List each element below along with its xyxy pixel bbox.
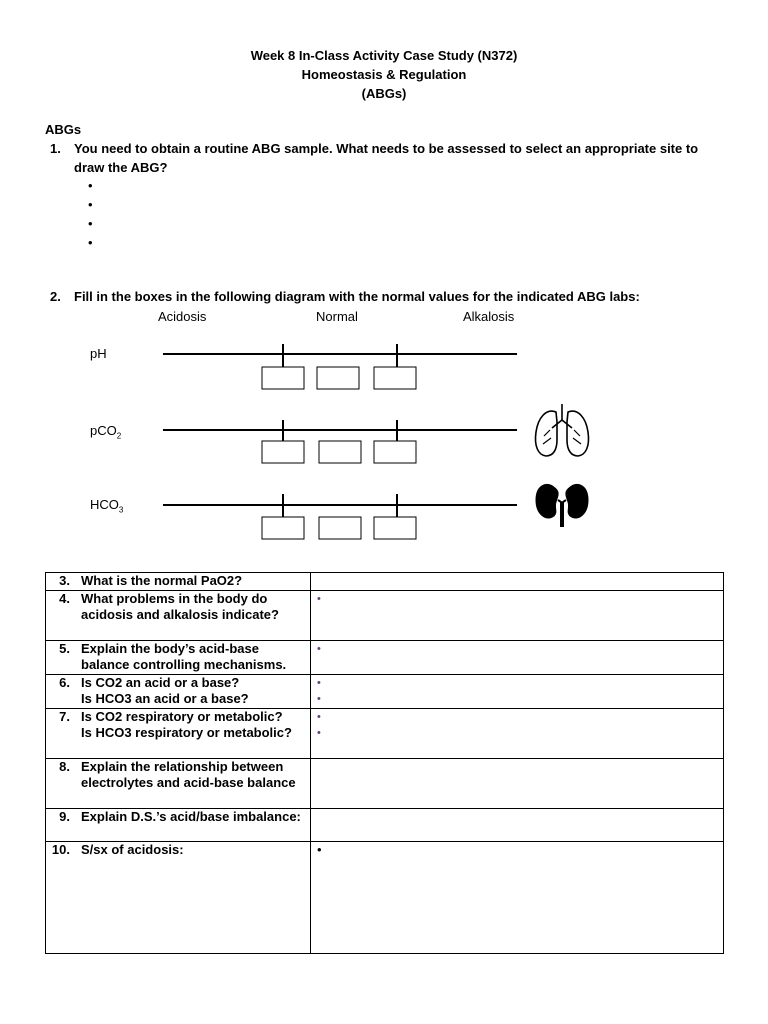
answer-cell[interactable] bbox=[311, 808, 724, 841]
ph-alkalosis-box[interactable] bbox=[374, 367, 416, 389]
question-text: Explain the body’s acid-base balance controlling mechanisms. bbox=[81, 640, 287, 672]
ph-scale bbox=[163, 344, 517, 367]
row-label-hco3: $HCO_3$ bbox=[90, 497, 124, 515]
answer-cell[interactable] bbox=[311, 573, 724, 591]
hco3-scale bbox=[163, 494, 517, 517]
question-text: S/sx of acidosis: bbox=[81, 841, 184, 857]
question-text: Is CO2 respiratory or metabolic? Is HCO3 respiratory or metabolic? bbox=[81, 708, 292, 740]
table-row bbox=[46, 590, 724, 640]
row-label-ph: pH bbox=[90, 346, 107, 361]
question-number: 9. bbox=[59, 808, 70, 824]
hco3-acidosis-box[interactable] bbox=[262, 517, 304, 539]
ph-acidosis-box[interactable] bbox=[262, 367, 304, 389]
question-text: You need to obtain a routine ABG sample. What needs to be assessed to select an appropriate site to draw the ABG? bbox=[74, 141, 699, 175]
answer-cell[interactable] bbox=[311, 590, 724, 640]
answer-cell[interactable] bbox=[311, 708, 724, 758]
question-number: 4. bbox=[59, 590, 70, 606]
kidneys-icon bbox=[536, 484, 588, 527]
pco2-acidosis-box[interactable] bbox=[262, 441, 304, 463]
doc-title: Week 8 In-Class Activity Case Study (N372) bbox=[250, 48, 518, 63]
table-row bbox=[46, 808, 724, 841]
column-header-normal: Normal bbox=[316, 309, 358, 324]
question-number: 2. bbox=[50, 289, 61, 304]
answer-cell[interactable] bbox=[311, 674, 724, 708]
table-row bbox=[46, 708, 724, 758]
pco2-scale bbox=[163, 420, 517, 441]
column-header-alkalosis: Alkalosis bbox=[463, 309, 515, 324]
answer-bullet: • bbox=[317, 841, 322, 857]
lungs-icon bbox=[535, 404, 588, 456]
questions-table bbox=[45, 572, 724, 954]
question-number: 10. bbox=[51, 841, 70, 857]
question-text: Is CO2 an acid or a base? Is HCO3 an acid or a base? bbox=[81, 674, 249, 706]
question-text: Fill in the boxes in the following diagram with the normal values for the indicated ABG labs: bbox=[74, 289, 640, 304]
answer-cell[interactable] bbox=[311, 758, 724, 808]
question-text: Explain D.S.’s acid/base imbalance: bbox=[81, 808, 301, 824]
list-item: • bbox=[88, 197, 93, 212]
question-number: 8. bbox=[59, 758, 70, 774]
table-row bbox=[46, 573, 724, 591]
ph-normal-box[interactable] bbox=[317, 367, 359, 389]
table-row bbox=[46, 674, 724, 708]
answer-bullet: • bbox=[317, 693, 321, 705]
question-number: 6. bbox=[59, 674, 70, 690]
list-item: • bbox=[88, 178, 93, 193]
list-item: • bbox=[88, 235, 93, 250]
answer-bullet: • bbox=[317, 642, 321, 655]
table-row bbox=[46, 758, 724, 808]
pco2-normal-box[interactable] bbox=[319, 441, 361, 463]
doc-subtitle: Homeostasis & Regulation bbox=[301, 67, 467, 82]
hco3-alkalosis-box[interactable] bbox=[374, 517, 416, 539]
answer-bullet: • bbox=[317, 710, 321, 723]
answer-cell[interactable] bbox=[311, 841, 724, 954]
answer-bullet: • bbox=[317, 592, 321, 605]
answer-cell[interactable] bbox=[311, 640, 724, 674]
pco2-alkalosis-box[interactable] bbox=[374, 441, 416, 463]
table-row bbox=[46, 640, 724, 674]
answer-bullet: • bbox=[317, 727, 321, 739]
answer-bullet: • bbox=[317, 676, 321, 689]
column-header-acidosis: Acidosis bbox=[158, 309, 207, 324]
question-number: 5. bbox=[59, 640, 70, 656]
question-text: What is the normal PaO2? bbox=[81, 573, 243, 588]
question-number: 7. bbox=[59, 708, 70, 724]
hco3-normal-box[interactable] bbox=[319, 517, 361, 539]
list-item: • bbox=[88, 216, 93, 231]
table-row bbox=[46, 841, 724, 954]
section-title: ABGs bbox=[45, 122, 82, 137]
question-number: 3. bbox=[59, 573, 70, 588]
doc-subtitle-abgs: (ABGs) bbox=[361, 86, 407, 101]
question-number: 1. bbox=[50, 141, 61, 156]
question-text: What problems in the body do acidosis and alkalosis indicate? bbox=[81, 590, 279, 622]
question-text: Explain the relationship between electrolytes and acid-base balance bbox=[81, 758, 296, 790]
row-label-pco2: pCO$_2$ bbox=[90, 423, 122, 441]
